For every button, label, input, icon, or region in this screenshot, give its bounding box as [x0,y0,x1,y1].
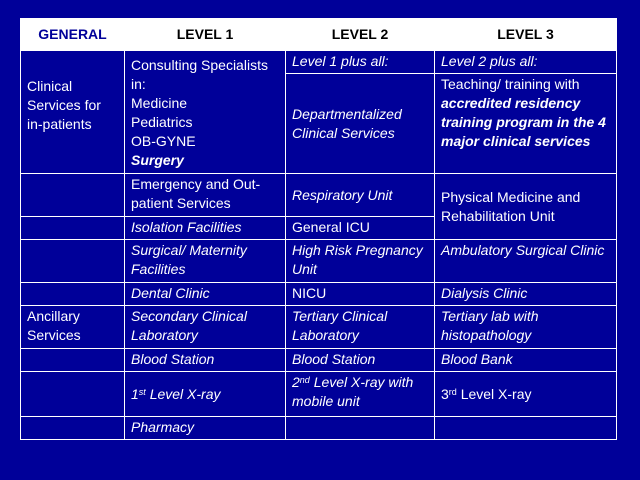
specialty-medicine: Medicine [131,95,188,111]
level3-teaching-cell [435,74,617,174]
general-clinical-cell [21,51,125,174]
level1-blood-station: Blood Station [125,349,286,372]
general-clinical: Clinical Services for in-patients [27,78,101,132]
level3-ambulatory: Ambulatory Surgical Clinic [435,240,617,283]
level3-teaching-plain: Teaching/ training with [441,76,580,92]
specialty-pediatrics: Pediatrics [131,114,193,130]
level3-xray-sup: rd [448,386,457,397]
level1-dental: Dental Clinic [125,283,286,306]
hospital-levels-table [20,18,617,440]
level2-xray-num: 2 [292,374,300,390]
level1-xray-text: Level X-ray [145,385,221,402]
table-row [21,283,617,306]
table-row [21,51,617,74]
general-empty-cell [21,417,125,440]
level1-surgical-maternity: Surgical/ Maternity Facilities [125,240,286,283]
table-row [21,372,617,417]
specialty-obgyne: OB-GYNE [131,133,196,149]
level1-isolation: Isolation Facilities [125,217,286,240]
table-row [21,240,617,283]
level2-plus-all: Level 1 plus all: [286,51,435,74]
level2-blood-station: Blood Station [286,349,435,372]
level3-xray-text: Level X-ray [456,385,532,402]
header-level-3: LEVEL 3 [435,19,617,51]
header-general: GENERAL [21,19,125,51]
consulting-label: Consulting Specialists in: [131,57,268,92]
level2-general-icu: General ICU [286,217,435,240]
level3-empty-cell [435,417,617,440]
general-empty-cell [21,217,125,240]
level3-xray [435,372,617,417]
header-level-2: LEVEL 2 [286,19,435,51]
header-row [21,19,617,51]
general-empty-cell [21,174,125,217]
level1-secondary-lab: Secondary Clinical Laboratory [125,306,286,349]
level1-xray-num: 1 [131,385,139,402]
general-empty-cell [21,283,125,306]
table-row [21,174,617,217]
general-empty-cell [21,240,125,283]
level3-plus-all: Level 2 plus all: [435,51,617,74]
table-row [21,306,617,349]
level2-empty-cell [286,417,435,440]
level2-xray-sup: nd [299,375,310,385]
level2-nicu: NICU [286,283,435,306]
general-empty-cell [21,372,125,417]
general-empty-cell [21,349,125,372]
level3-teaching-bold: accredited residency training program in the 4 major clinical services [441,95,606,149]
level3-xray-num: 3 [441,385,449,402]
level3-blood-bank: Blood Bank [435,349,617,372]
level3-dialysis: Dialysis Clinic [435,283,617,306]
level1-pharmacy: Pharmacy [125,417,286,440]
level2-xray [286,372,435,417]
table-row [21,417,617,440]
specialty-surgery: Surgery [131,152,184,168]
level2-xray-text: Level X-ray with mobile unit [292,374,414,409]
level2-departmentalized: Departmentalized Clinical Services [286,74,435,174]
general-ancillary: Ancillary Services [21,306,125,349]
level2-respiratory: Respiratory Unit [286,174,435,217]
header-level-1: LEVEL 1 [125,19,286,51]
level3-rehab: Physical Medicine and Rehabilitation Unit [435,174,617,240]
level1-emergency: Emergency and Out-patient Services [125,174,286,217]
table-row [21,349,617,372]
level2-high-risk: High Risk Pregnancy Unit [286,240,435,283]
level3-tertiary-lab: Tertiary lab with histopathology [435,306,617,349]
level1-consulting-cell [125,51,286,174]
level1-xray [125,372,286,417]
level2-tertiary-lab: Tertiary Clinical Laboratory [286,306,435,349]
level1-xray-sup: st [138,386,146,397]
